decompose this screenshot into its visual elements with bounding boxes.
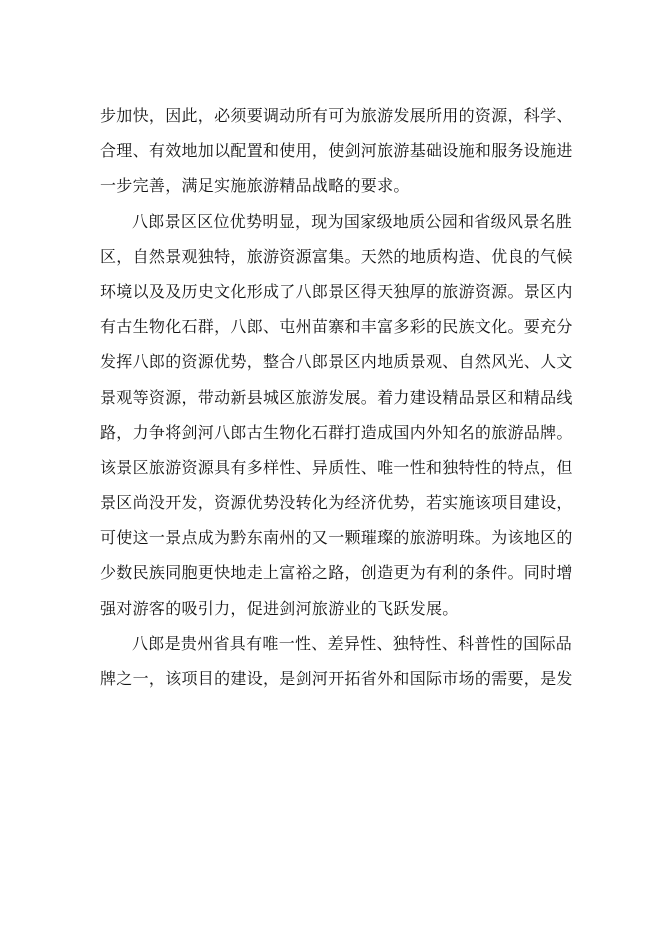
paragraph-2-line-9: 景区尚没开发，资源优势没转化为经济优势，若实施该项目建设，: [100, 493, 573, 513]
paragraph-2-line-2: 区，自然景观独特，旅游资源富集。天然的地质构造、优良的气候: [100, 246, 573, 266]
paragraph-1-line-1: 步加快，因此，必须要调动所有可为旅游发展所用的资源，科学、: [100, 106, 573, 125]
paragraph-2-line-4: 有古生物化石群，八郎、屯州苗寨和丰富多彩的民族文化。要充分: [100, 317, 573, 337]
paragraph-1-line-3: 一步完善，满足实施旅游精品战略的要求。: [100, 176, 410, 196]
paragraph-2-line-8: 该景区旅游资源具有多样性、异质性、唯一性和独特性的特点，但: [100, 457, 573, 477]
document-body: [100, 98, 573, 696]
paragraph-3-line-1: 八郎是贵州省具有唯一性、差异性、独特性、科普性的国际品: [132, 633, 573, 653]
paragraph-2-line-7: 路，力争将剑河八郎古生物化石群打造成国内外知名的旅游品牌。: [100, 422, 573, 442]
paragraph-3-line-2: 牌之一，该项目的建设，是剑河开拓省外和国际市场的需要，是发: [100, 669, 573, 688]
paragraph-2-line-12: 强对游客的吸引力，促进剑河旅游业的飞跃发展。: [100, 598, 459, 618]
paragraph-1-line-2: 合理、有效地加以配置和使用，使剑河旅游基础设施和服务设施进: [100, 141, 573, 161]
paragraph-2-line-1: 八郎景区区位优势明显，现为国家级地质公园和省级风景名胜: [132, 211, 573, 231]
paragraph-2-line-6: 景观等资源，带动新县城区旅游发展。着力建设精品景区和精品线: [100, 387, 573, 407]
paragraph-2-line-11: 少数民族同胞更快地走上富裕之路，创造更为有利的条件。同时增: [100, 563, 573, 583]
paragraph-2-line-3: 环境以及及历史文化形成了八郎景区得天独厚的旅游资源。景区内: [100, 281, 573, 301]
paragraph-2-line-5: 发挥八郎的资源优势，整合八郎景区内地质景观、自然风光、人文: [100, 352, 573, 372]
paragraph-2-line-10: 可使这一景点成为黔东南州的又一颗璀璨的旅游明珠。为该地区的: [100, 528, 573, 548]
